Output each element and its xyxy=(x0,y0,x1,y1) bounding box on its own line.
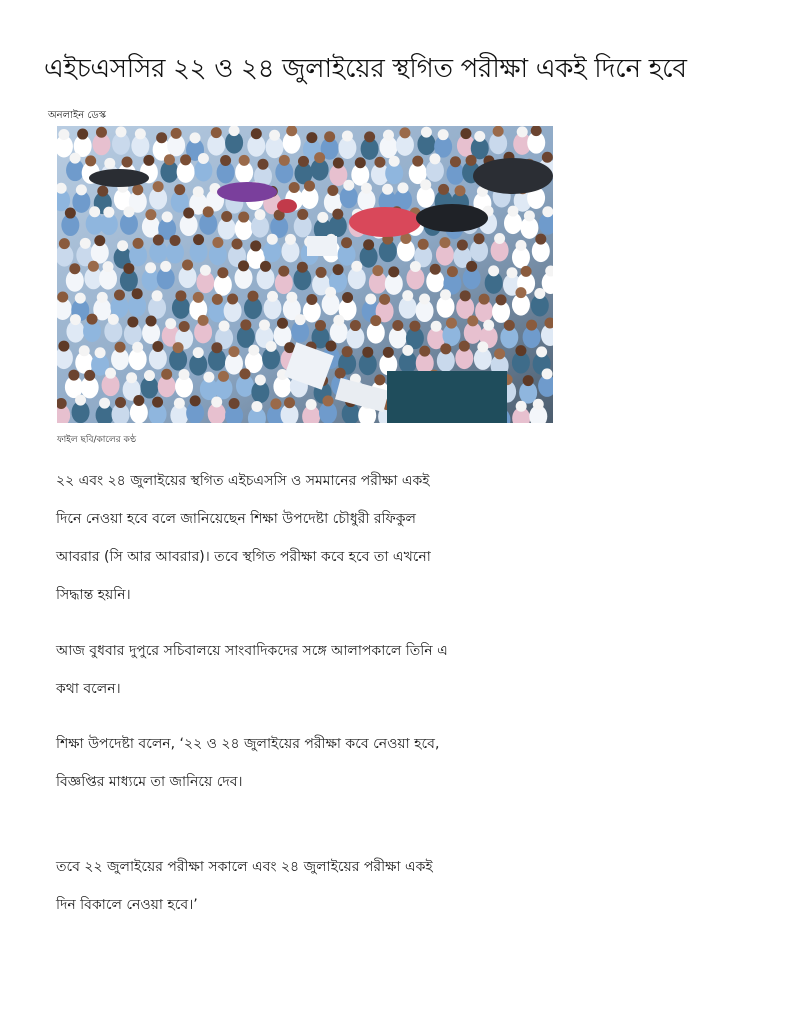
crowd-photo-illustration xyxy=(57,126,553,423)
image-caption: ফাইল ছবি/কালের কণ্ঠ xyxy=(57,435,137,445)
paragraph-text: ২২ এবং ২৪ জুলাইয়ের স্থগিত এইচএসসি ও সমমানের পরীক্ষা একই দিনে নেওয়া হবে বলে জানিয়েছেন শিক্ষা উপদেষ্টা চৌধুরী রফিকুল আবরার (সি আর আবরার)। তবে স্থগিত পরীক্ষা কবে হবে তা এখনো সিদ্ধান্ত হয়নি। xyxy=(56,473,431,603)
article-paragraph xyxy=(56,725,456,801)
article-paragraph xyxy=(56,848,456,924)
paragraph-text: শিক্ষা উপদেষ্টা বলেন, ‘২২ ও ২৪ জুলাইয়ের পরীক্ষা কবে নেওয়া হবে, বিজ্ঞপ্তির মাধ্যমে তা জানিয়ে দেব। xyxy=(56,736,440,790)
byline: অনলাইন ডেস্ক xyxy=(48,110,106,121)
article-paragraph xyxy=(56,632,456,708)
paragraph-text: তবে ২২ জুলাইয়ের পরীক্ষা সকালে এবং ২৪ জুলাইয়ের পরীক্ষা একই দিন বিকালে নেওয়া হবে।’ xyxy=(56,859,433,913)
article-paragraph xyxy=(56,462,456,614)
article-photo xyxy=(57,126,553,423)
paragraph-text: আজ বুধবার দুপুরে সচিবালয়ে সাংবাদিকদের সঙ্গে আলাপকালে তিনি এ কথা বলেন। xyxy=(56,643,448,697)
article-headline: এইচএসসির ২২ ও ২৪ জুলাইয়ের স্থগিত পরীক্ষা একই দিনে হবে xyxy=(44,54,687,84)
